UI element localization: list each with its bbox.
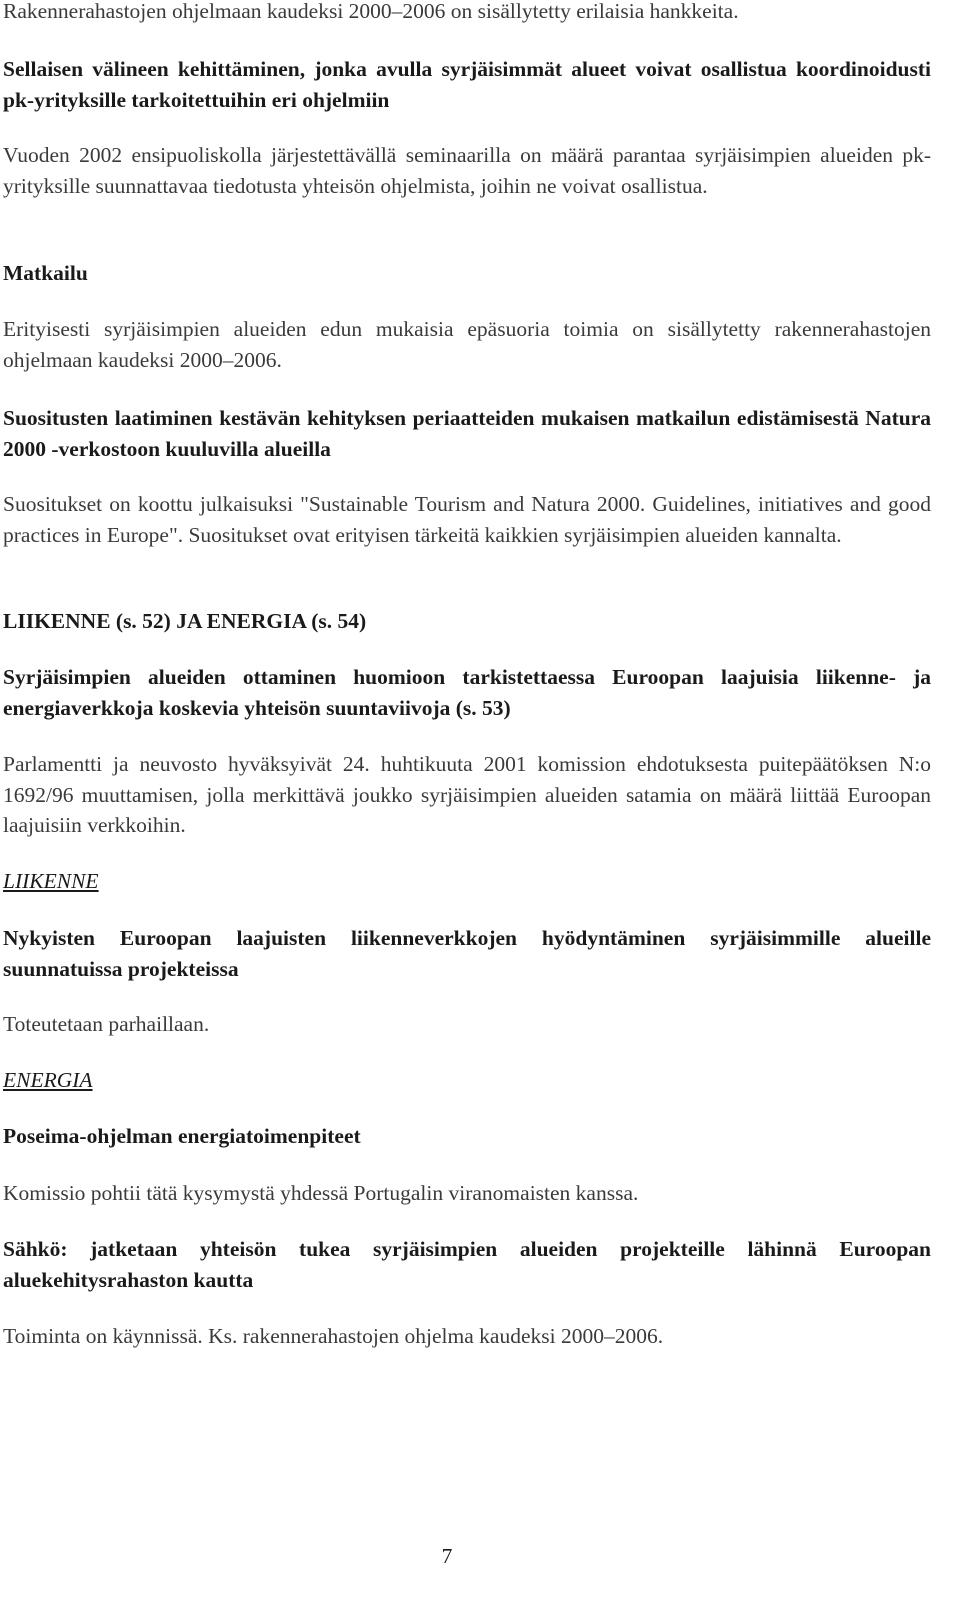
para-toiminta: Toiminta on käynnissä. Ks. rakennerahastojen ohjelma kaudeksi 2000–2006.: [3, 1324, 664, 1348]
para-seminar: Vuoden 2002 ensipuoliskolla järjestettävällä seminaarilla on määrä parantaa syrjäisimpien alueiden pk-yrityksille suunnattavaa tiedotusta yhteisön ohjelmista, joihin ne voivat osallistua.: [3, 143, 931, 198]
para-parlamentti: Parlamentti ja neuvosto hyväksyivät 24. huhtikuuta 2001 komission ehdotuksesta puitepäätöksen N:o 1692/96 muuttamisen, jolla merkittävä joukko syrjäisimpien alueiden satamia on määrä liittää Euroopan laajuisiin verkkoihin.: [3, 752, 931, 837]
heading-matkailu: Matkailu: [3, 261, 88, 285]
para-toteutetaan: Toteutetaan parhaillaan.: [3, 1012, 210, 1036]
heading-suositusten: Suositusten laatiminen kestävän kehityksen periaatteiden mukaisen matkailun edistämisestä Natura 2000 -verkostoon kuuluvilla alueilla: [3, 406, 931, 461]
heading-liikenne-energia: LIIKENNE (s. 52) JA ENERGIA (s. 54): [3, 609, 367, 633]
heading-verkot: Syrjäisimpien alueiden ottaminen huomioon tarkistettaessa Euroopan laajuisia liikenne- ja energiaverkkoja koskevia yhteisön suuntaviivoja (s. 53): [3, 665, 931, 720]
para-suositukset: Suositukset on koottu julkaisuksi "Sustainable Tourism and Natura 2000. Guidelines, initiatives and good practices in Europe". Suositukset ovat erityisen tärkeitä kaikkien syrjäisimpien alueiden kannalta.: [3, 492, 931, 547]
para-matkailu: Erityisesti syrjäisimpien alueiden edun mukaisia epäsuoria toimia on sisällytetty rakennerahastojen ohjelmaan kaudeksi 2000–2006.: [3, 317, 931, 372]
intro-line: Rakennerahastojen ohjelmaan kaudeksi 2000–2006 on sisällytetty erilaisia hankkeita.: [3, 0, 739, 23]
heading-nykyisten: Nykyisten Euroopan laajuisten liikenneverkkojen hyödyntäminen syrjäisimmille alueille suunnatuissa projekteissa: [3, 926, 931, 981]
heading-liikenne: LIIKENNE: [3, 869, 99, 893]
heading-poseima: Poseima-ohjelman energiatoimenpiteet: [3, 1124, 361, 1148]
page-number: 7: [441, 1544, 453, 1568]
heading-tool: Sellaisen välineen kehittäminen, jonka avulla syrjäisimmät alueet voivat osallistua koordinoidusti pk-yrityksille tarkoitettuihin eri ohjelmiin: [3, 57, 931, 112]
para-komissio: Komissio pohtii tätä kysymystä yhdessä Portugalin viranomaisten kanssa.: [3, 1181, 639, 1205]
heading-sahko: Sähkö: jatketaan yhteisön tukea syrjäisimpien alueiden projekteille lähinnä Euroopan aluekehitysrahaston kautta: [3, 1237, 931, 1292]
heading-energia: ENERGIA: [3, 1068, 93, 1092]
